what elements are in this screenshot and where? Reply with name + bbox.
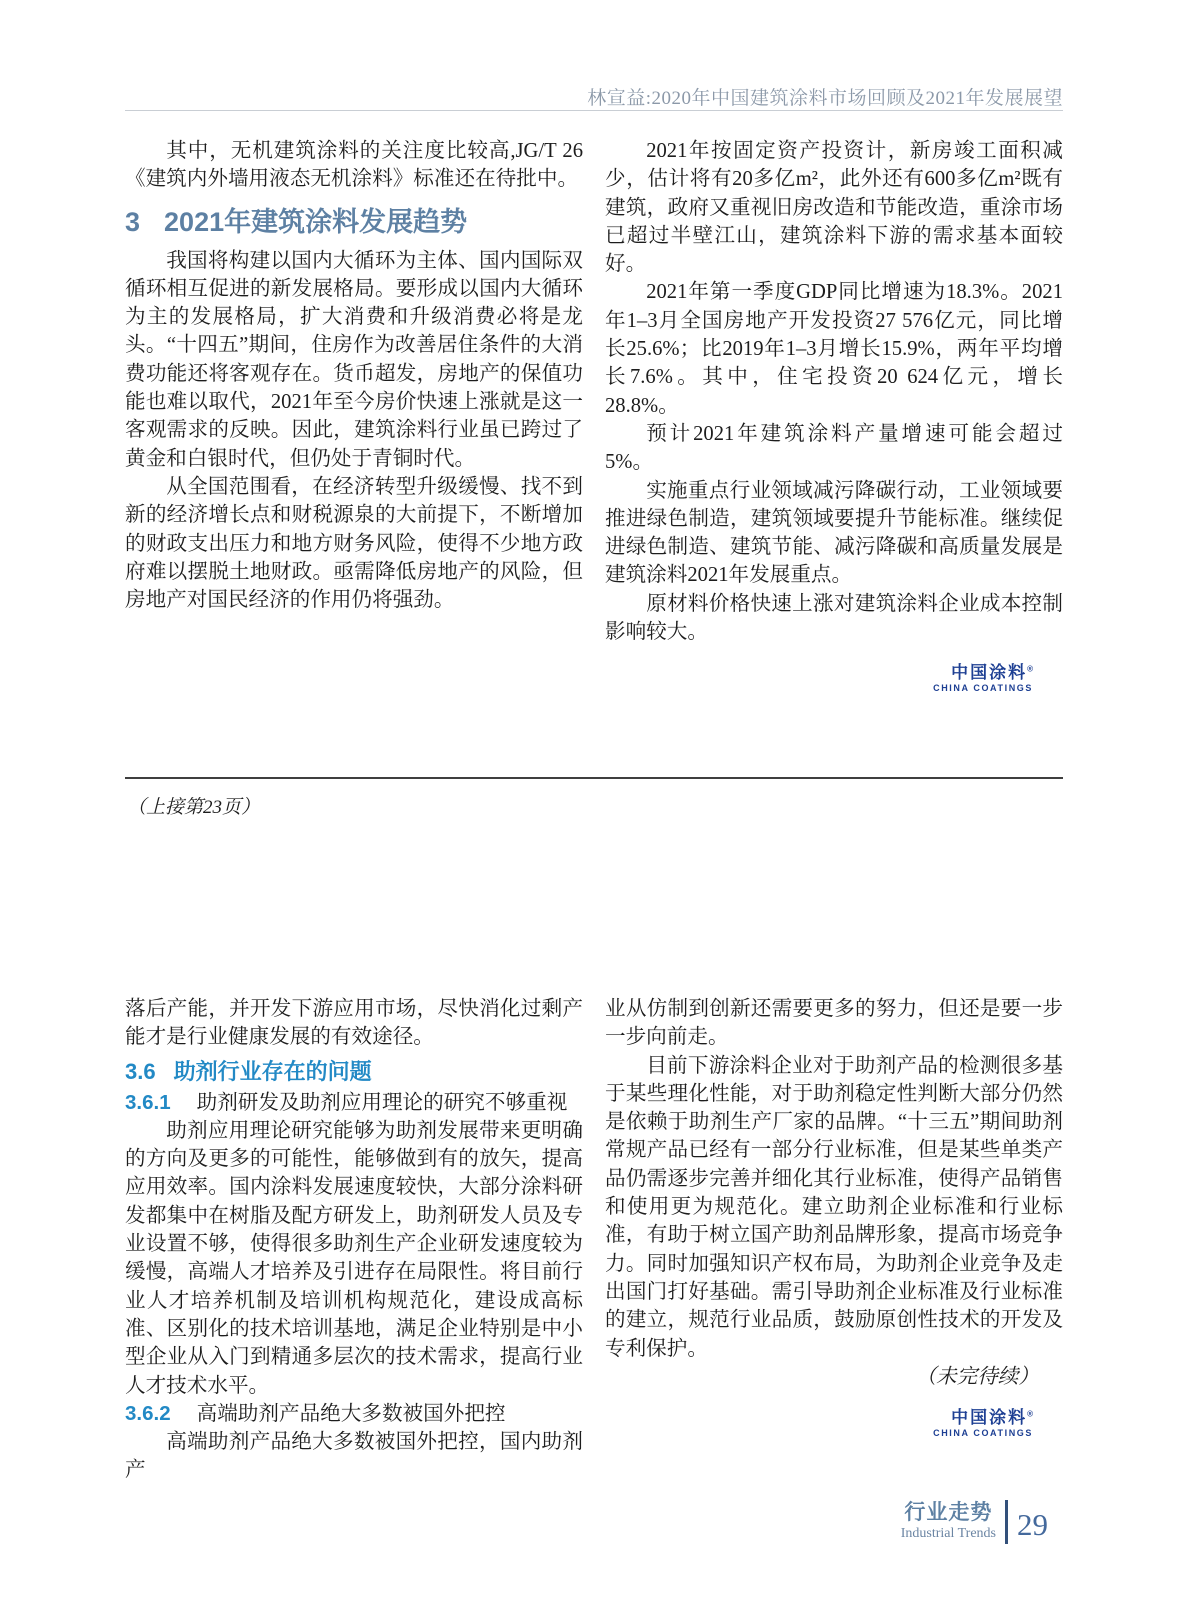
paragraph: 助剂应用理论研究能够为助剂发展带来更明确的方向及更多的可能性，能够做到有的放矢，提高应用效率。国内涂料发展速度较快，大部分涂料研发都集中在树脂及配方研发上，助剂研发人员及专业设置不够，使得很多助剂生产企业研发速度较为缓慢，高端人才培养及引进存在局限性。将目前行业人才培养机制及培训机构规范化，建设成高标准、区别化的技术培训基地，满足企业特别是中小型企业从入门到精通多层次的技术需求，提高行业人才技术水平。	[125, 1119, 583, 1397]
top-article-section	[125, 137, 1063, 694]
paragraph: 预计2021年建筑涂料产量增速可能会超过5%。	[605, 422, 1063, 474]
to-be-continued-note: （未完待续）	[915, 1365, 1039, 1388]
footer-section-english: Industrial Trends	[900, 1526, 996, 1542]
bottom-left-column	[125, 995, 583, 1485]
china-coatings-logo	[605, 1409, 1063, 1439]
paragraph: 原材料价格快速上涨对建筑涂料企业成本控制影响较大。	[605, 592, 1063, 644]
paragraph: 2021年第一季度GDP同比增速为18.3%。2021年1–3月全国房地产开发投资27 576亿元，同比增长25.6%；比2019年1–3月增长15.9%，两年平均增长7.6%。其中，住宅投资20 624亿元，增长28.8%。	[605, 281, 1063, 417]
top-right-column	[605, 137, 1063, 694]
logo-english-wordmark: CHINA COATINGS	[933, 1427, 1033, 1438]
bottom-article-section	[125, 995, 1063, 1485]
registered-trademark-icon: ®	[1027, 1409, 1033, 1419]
continued-from-note: （上接第23页）	[127, 797, 261, 818]
paragraph: 目前下游涂料企业对于助剂产品的检测很多基于某些理化性能，对于助剂稳定性判断大部分仍然是依赖于助剂生产厂家的品牌。“十三五”期间助剂常规产品已经有一部分行业标准，但是某些单类产品仍需逐步完善并细化其行业标准，使得产品销售和使用更为规范化。建立助剂企业标准和行业标准，有助于树立国产助剂品牌形象，提高市场竞争力。同时加强知识产权布局，为助剂企业竞争及走出国门打好基础。需引导助剂企业标准及行业标准的建立，规范行业品质，鼓励原创性技术的开发及专利保护。	[605, 1054, 1063, 1360]
subsubsection-title: 高端助剂产品绝大多数被国外把控	[196, 1402, 506, 1425]
registered-trademark-icon: ®	[1027, 664, 1033, 674]
page-number: 29	[1017, 1507, 1048, 1542]
paragraph: 实施重点行业领域减污降碳行动，工业领域要推进绿色制造，建筑领域要提升节能标准。继续促进绿色制造、建筑节能、减污降碳和高质量发展是建筑涂料2021年发展重点。	[605, 479, 1063, 587]
article-divider-rule	[125, 777, 1063, 779]
subsubsection-number: 3.6.1	[125, 1090, 171, 1114]
bottom-right-column	[605, 995, 1063, 1485]
section-title: 2021年建筑涂料发展趋势	[164, 206, 468, 237]
top-left-column	[125, 137, 583, 694]
paragraph: 高端助剂产品绝大多数被国外把控，国内助剂产	[125, 1431, 583, 1482]
logo-chinese-wordmark: 中国涂料®	[951, 1408, 1033, 1428]
section-heading-3	[125, 204, 583, 240]
running-title: 林宣益:2020年中国建筑涂料市场回顾及2021年发展展望	[587, 88, 1063, 109]
china-coatings-logo	[605, 664, 1063, 694]
paragraph: 业从仿制到创新还需要更多的努力，但还是要一步一步向前走。	[605, 998, 1063, 1049]
header-rule	[125, 110, 1063, 111]
subsection-title: 助剂行业存在的问题	[173, 1058, 372, 1084]
paragraph: 其中，无机建筑涂料的关注度比较高,JG/T 26《建筑内外墙用液态无机涂料》标准还在待批中。	[125, 140, 583, 191]
subsubsection-number: 3.6.2	[125, 1401, 171, 1425]
page-footer	[901, 1500, 1048, 1544]
subsubsection-heading-3-6-1	[125, 1089, 583, 1117]
footer-section-chinese: 行业走势	[904, 1501, 993, 1525]
subsubsection-heading-3-6-2	[125, 1400, 583, 1428]
footer-divider-bar	[1005, 1500, 1008, 1544]
section-number: 3	[125, 206, 141, 237]
subsection-number: 3.6	[125, 1058, 156, 1084]
subsection-heading-3-6	[125, 1058, 583, 1086]
paragraph: 2021年按固定资产投资计，新房竣工面积减少，估计将有20多亿m²，此外还有600多亿m²既有建筑，政府又重视旧房改造和节能改造，重涂市场已超过半壁江山，建筑涂料下游的需求基本面较好。	[605, 140, 1063, 276]
logo-english-wordmark: CHINA COATINGS	[933, 683, 1033, 694]
subsubsection-title: 助剂研发及助剂应用理论的研究不够重视	[196, 1091, 568, 1114]
logo-chinese-wordmark: 中国涂料®	[951, 663, 1033, 683]
footer-section-label	[901, 1502, 996, 1542]
paragraph: 从全国范围看，在经济转型升级缓慢、找不到新的经济增长点和财税源泉的大前提下，不断增加的财政支出压力和地方财务风险，使得不少地方政府难以摆脱土地财政。亟需降低房地产的风险，但房地产对国民经济的作用仍将强劲。	[125, 475, 583, 612]
paragraph: 我国将构建以国内大循环为主体、国内国际双循环相互促进的新发展格局。要形成以国内大循环为主的发展格局，扩大消费和升级消费必将是龙头。“十四五”期间，住房作为改善居住条件的大消费功能还将客观存在。货币超发，房地产的保值功能也难以取代，2021年至今房价快速上涨就是这一客观需求的反映。因此，建筑涂料行业虽已跨过了黄金和白银时代，但仍处于青铜时代。	[125, 249, 583, 470]
paragraph: 落后产能，并开发下游应用市场，尽快消化过剩产能才是行业健康发展的有效途径。	[125, 998, 583, 1049]
